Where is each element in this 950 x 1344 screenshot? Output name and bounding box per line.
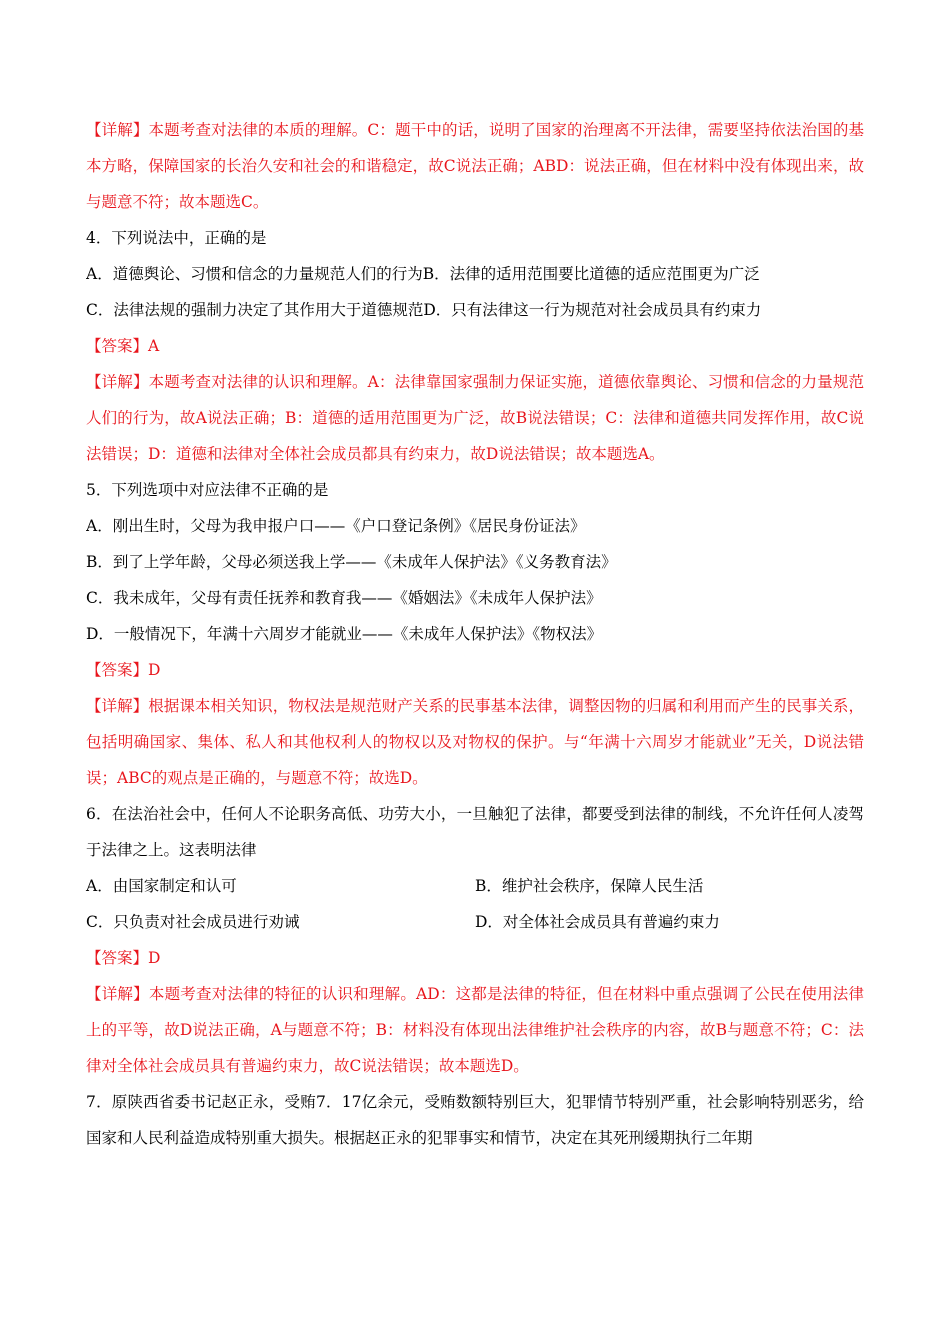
question-5-option-b: B．到了上学年龄，父母必须送我上学——《未成年人保护法》《义务教育法》 <box>86 553 617 571</box>
question-7-stem: 7．原陕西省委书记赵正永，受贿7．17亿余元，受贿数额特别巨大，犯罪情节特别严重，社会影响特别恶劣，给国家和人民利益造成特别重大损失。根据赵正永的犯罪事实和情节，决定在其死刑缓期执行二年期 <box>86 1093 864 1147</box>
question-6-options-row-1 <box>86 868 864 904</box>
detail-q5: 【详解】根据课本相关知识，物权法是规范财产关系的民事基本法律，调整因物的归属和利用而产生的民事关系，包括明确国家、集体、私人和其他权利人的物权以及对物权的保护。与“年满十六周岁才能就业”无关，D说法错误；ABC的观点是正确的，与题意不符；故选D。 <box>86 697 864 787</box>
question-4-options-cd: C．法律法规的强制力决定了其作用大于道德规范D．只有法律这一行为规范对社会成员具有约束力 <box>86 301 762 319</box>
question-4-options-ab: A．道德舆论、习惯和信念的力量规范人们的行为B．法律的适用范围要比道德的适应范围更为广泛 <box>86 265 760 283</box>
question-5-option-c: C．我未成年，父母有责任抚养和教育我——《婚姻法》《未成年人保护法》 <box>86 589 602 607</box>
question-6-stem: 6．在法治社会中，任何人不论职务高低、功劳大小，一旦触犯了法律，都要受到法律的制线，不允许任何人凌驾于法律之上。这表明法律 <box>86 805 864 859</box>
detail-q6: 【详解】本题考查对法律的特征的认识和理解。AD：这都是法律的特征，但在材料中重点强调了公民在使用法律上的平等，故D说法正确，A与题意不符；B：材料没有体现出法律维护社会秩序的内容，故B与题意不符；C：法律对全体社会成员具有普遍约束力，故C说法错误；故本题选D。 <box>86 985 864 1075</box>
question-5-option-d: D．一般情况下，年满十六周岁才能就业——《未成年人保护法》《物权法》 <box>86 625 603 643</box>
answer-q4: 【答案】A <box>86 337 160 355</box>
question-6-option-d: D．对全体社会成员具有普遍约束力 <box>475 913 720 931</box>
question-5-option-a: A．刚出生时，父母为我申报户口——《户口登记条例》《居民身份证法》 <box>86 517 586 535</box>
answer-q5: 【答案】D <box>86 661 161 679</box>
detail-q3: 【详解】本题考查对法律的本质的理解。C：题干中的话，说明了国家的治理离不开法律，需要坚持依法治国的基本方略，保障国家的长治久安和社会的和谐稳定，故C说法正确；ABD：说法正确，但在材料中没有体现出来，故与题意不符；故本题选C。 <box>86 121 864 211</box>
detail-q4: 【详解】本题考查对法律的认识和理解。A：法律靠国家强制力保证实施，道德依靠舆论、习惯和信念的力量规范人们的行为，故A说法正确；B：道德的适用范围更为广泛，故B说法错误；C：法律和道德共同发挥作用，故C说法错误；D：道德和法律对全体社会成员都具有约束力，故D说法错误；故本题选A。 <box>86 373 864 463</box>
question-6-option-b: B．维护社会秩序，保障人民生活 <box>475 877 704 895</box>
question-6-option-c: C．只负责对社会成员进行劝诫 <box>86 913 300 931</box>
question-4-stem: 4．下列说法中，正确的是 <box>86 229 267 247</box>
question-5-stem: 5．下列选项中对应法律不正确的是 <box>86 481 329 499</box>
answer-q6: 【答案】D <box>86 949 161 967</box>
question-6-option-a: A．由国家制定和认可 <box>86 877 237 895</box>
question-6-options-row-2 <box>86 904 864 940</box>
